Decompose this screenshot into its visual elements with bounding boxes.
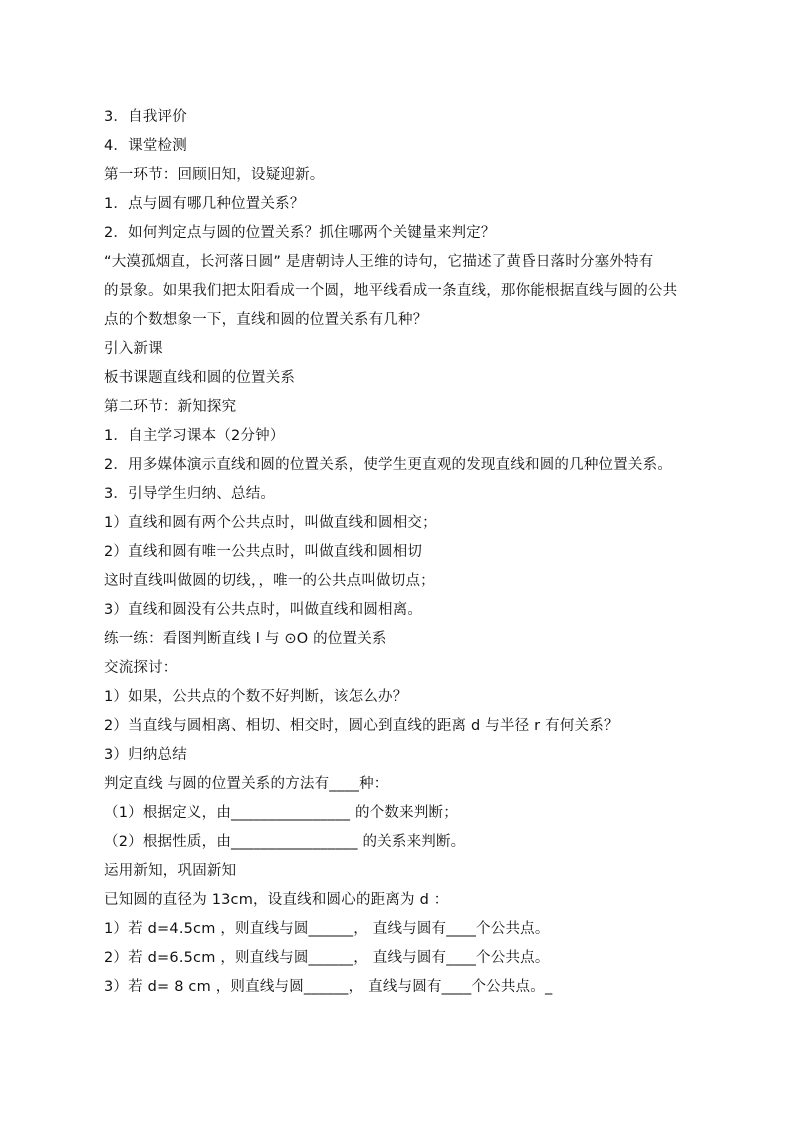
list-item-self-evaluation: 3．自我评价 (104, 109, 187, 125)
section-heading-2: 第二环节：新知探究 (104, 399, 237, 415)
exercise-3: 3）若 d= 8 cm ，则直线与圆______， 直线与圆有____个公共点。_ (104, 979, 553, 995)
exercise-2: 2）若 d=6.5cm ，则直线与圆______， 直线与圆有____个公共点。 (104, 950, 550, 966)
board-title: 板书课题直线和圆的位置关系 (104, 370, 296, 386)
step-3: 3．引导学生归纳、总结。 (104, 486, 276, 502)
definition-intersect: 1）直线和圆有两个公共点时，叫做直线和圆相交； (104, 515, 437, 531)
paragraph-line-3: 点的个数想象一下，直线和圆的位置关系有几种？ (104, 312, 428, 328)
apply-heading: 运用新知，巩固新知 (104, 863, 237, 879)
question-1: 1．点与圆有哪几种位置关系？ (104, 196, 305, 212)
question-2: 2．如何判定点与圆的位置关系？抓住哪两个关键量来判定？ (104, 225, 496, 241)
step-1: 1．自主学习课本（2分钟） (104, 428, 285, 444)
method-by-property: （2）根据性质，由_________________ 的关系来判断。 (104, 834, 466, 850)
discussion-question-1: 1）如果，公共点的个数不好判断，该怎么办？ (104, 689, 408, 705)
discussion-summary: 3）归纳总结 (104, 747, 187, 763)
step-2: 2．用多媒体演示直线和圆的位置关系，使学生更直观的发现直线和圆的几种位置关系。 (104, 457, 673, 473)
exercise-intro: 已知圆的直径为 13cm，设直线和圆心的距离为 d ： (104, 892, 449, 908)
definition-tangent-point: 这时直线叫做圆的切线，，唯一的公共点叫做切点； (104, 573, 435, 589)
paragraph-line-2: 的景象。如果我们把太阳看成一个圆，地平线看成一条直线，那你能根据直线与圆的公共 (104, 283, 678, 299)
subheading-new-lesson: 引入新课 (104, 341, 163, 357)
paragraph-line-1: “大漠孤烟直，长河落日圆” 是唐朝诗人王维的诗句，它描述了黄昏日落时分塞外特有 (104, 254, 654, 270)
exercise-1: 1）若 d=4.5cm ，则直线与圆______， 直线与圆有____个公共点。 (104, 921, 550, 937)
method-by-definition: （1）根据定义，由________________ 的个数来判断； (104, 805, 458, 821)
section-heading-1: 第一环节：回顾旧知，设疑迎新。 (104, 167, 325, 183)
definition-separate: 3）直线和圆没有公共点时，叫做直线和圆相离。 (104, 602, 423, 618)
method-count-blank: 判定直线 与圆的位置关系的方法有____种： (104, 776, 389, 792)
list-item-class-test: 4．课堂检测 (104, 138, 187, 154)
document-body (104, 103, 724, 1002)
discussion-heading: 交流探讨： (104, 660, 178, 676)
practice-prompt: 练一练：看图判断直线 l 与 ⊙O 的位置关系 (104, 631, 387, 647)
definition-tangent: 2）直线和圆有唯一公共点时，叫做直线和圆相切 (104, 544, 423, 560)
discussion-question-2: 2）当直线与圆相离、相切、相交时，圆心到直线的距离 d 与半径 r 有何关系？ (104, 718, 619, 734)
